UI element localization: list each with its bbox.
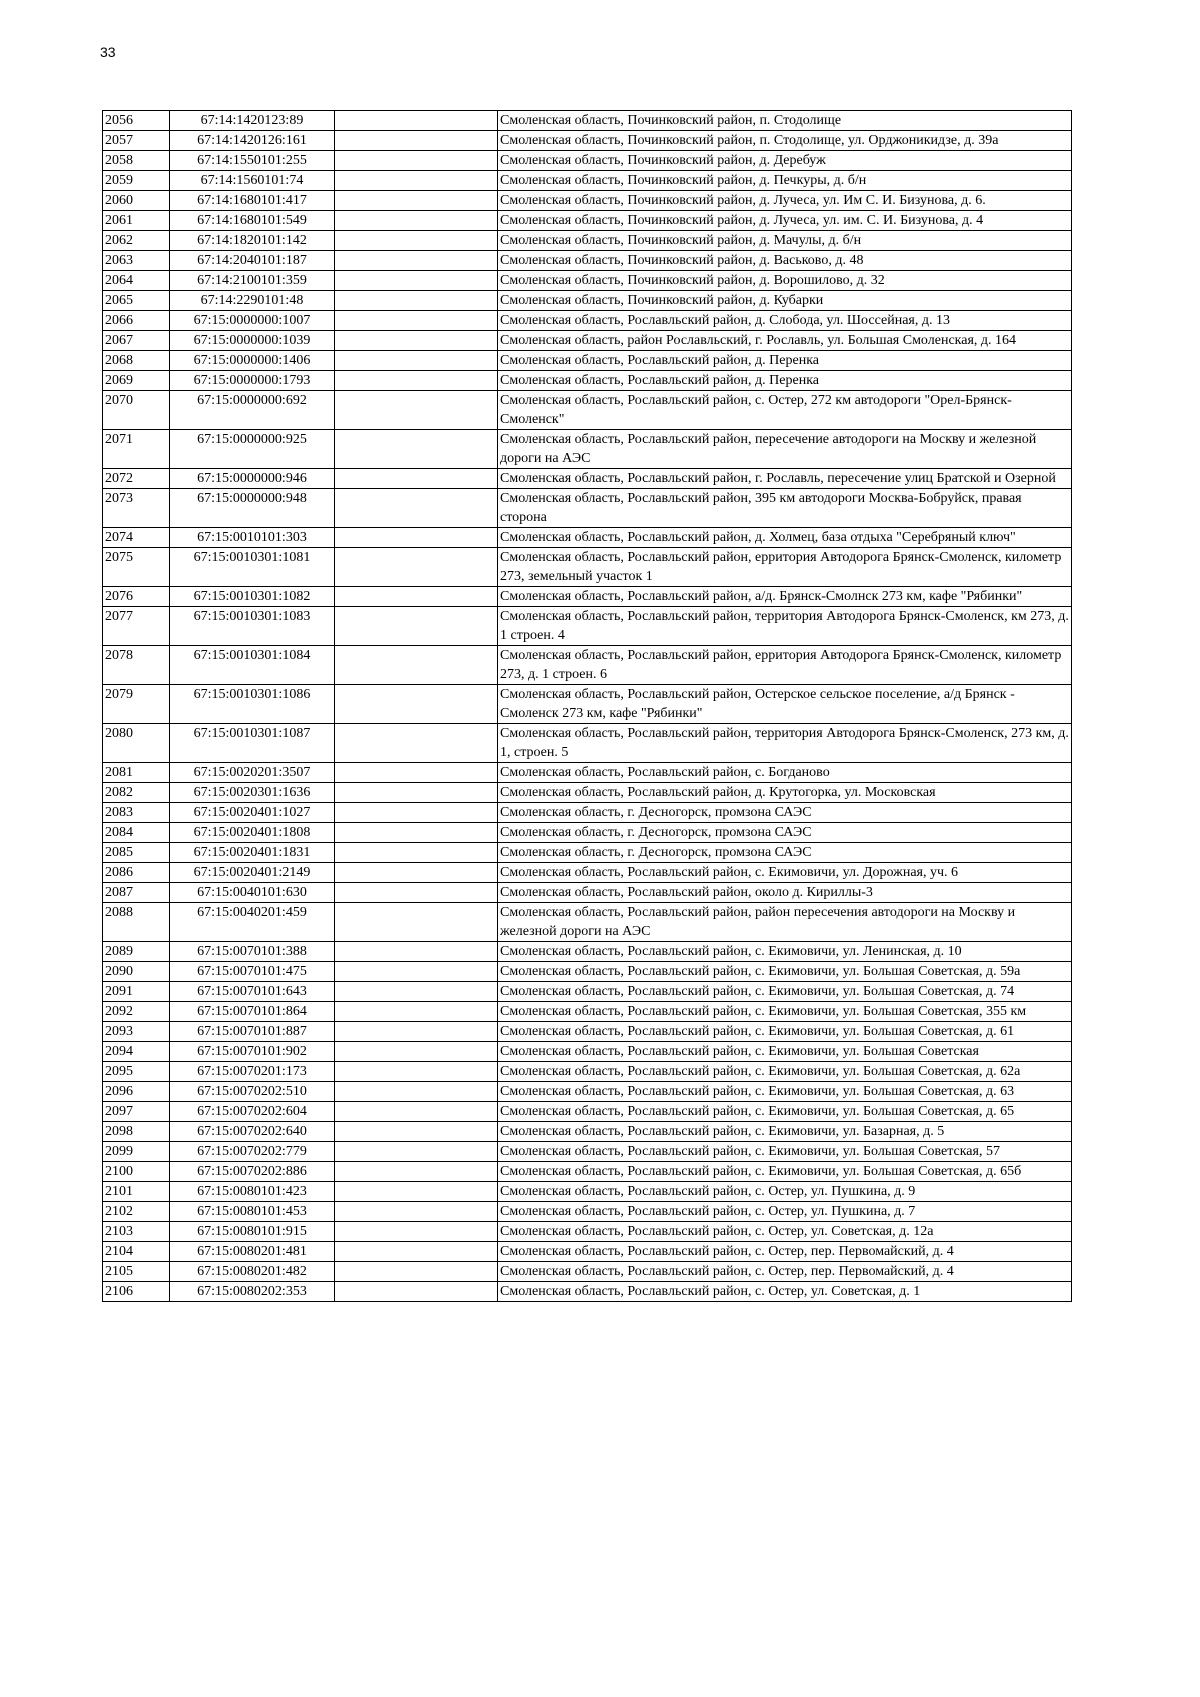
address-cell: Смоленская область, Рославльский район, с. Екимовичи, ул. Большая Советская xyxy=(498,1042,1072,1062)
empty-cell xyxy=(335,1262,498,1282)
row-number-cell: 2088 xyxy=(103,903,170,942)
row-number-cell: 2085 xyxy=(103,843,170,863)
empty-cell xyxy=(335,391,498,430)
table-row xyxy=(103,843,1072,863)
cadastral-number-cell: 67:14:1550101:255 xyxy=(170,151,335,171)
address-cell: Смоленская область, Починковский район, д. Васьково, д. 48 xyxy=(498,251,1072,271)
empty-cell xyxy=(335,271,498,291)
table-row xyxy=(103,1182,1072,1202)
address-cell: Смоленская область, Рославльский район, д. Холмец, база отдыха "Серебряный ключ" xyxy=(498,528,1072,548)
row-number-cell: 2061 xyxy=(103,211,170,231)
row-number-cell: 2100 xyxy=(103,1162,170,1182)
table-row xyxy=(103,763,1072,783)
row-number-cell: 2089 xyxy=(103,942,170,962)
empty-cell xyxy=(335,903,498,942)
cadastral-number-cell: 67:15:0070202:604 xyxy=(170,1102,335,1122)
row-number-cell: 2091 xyxy=(103,982,170,1002)
empty-cell xyxy=(335,962,498,982)
table-row xyxy=(103,131,1072,151)
address-cell: Смоленская область, Рославльский район, д. Слобода, ул. Шоссейная, д. 13 xyxy=(498,311,1072,331)
table-row xyxy=(103,548,1072,587)
row-number-cell: 2082 xyxy=(103,783,170,803)
address-cell: Смоленская область, Рославльский район, д. Перенка xyxy=(498,351,1072,371)
cadastral-number-cell: 67:14:2040101:187 xyxy=(170,251,335,271)
empty-cell xyxy=(335,489,498,528)
empty-cell xyxy=(335,942,498,962)
row-number-cell: 2080 xyxy=(103,724,170,763)
address-cell: Смоленская область, Починковский район, п. Стодолище xyxy=(498,111,1072,131)
address-cell: Смоленская область, Починковский район, д. Кубарки xyxy=(498,291,1072,311)
cadastral-number-cell: 67:15:0010301:1083 xyxy=(170,607,335,646)
cadastral-number-cell: 67:15:0000000:925 xyxy=(170,430,335,469)
table-row xyxy=(103,211,1072,231)
cadastral-number-cell: 67:15:0020301:1636 xyxy=(170,783,335,803)
row-number-cell: 2062 xyxy=(103,231,170,251)
empty-cell xyxy=(335,982,498,1002)
address-cell: Смоленская область, Починковский район, д. Печкуры, д. б/н xyxy=(498,171,1072,191)
address-cell: Смоленская область, г. Десногорск, промзона САЭС xyxy=(498,823,1072,843)
empty-cell xyxy=(335,469,498,489)
table-row xyxy=(103,231,1072,251)
address-cell: Смоленская область, Рославльский район, с. Остер, пер. Первомайский, д. 4 xyxy=(498,1262,1072,1282)
address-cell: Смоленская область, Рославльский район, район пересечения автодороги на Москву и железной дороги на АЭС xyxy=(498,903,1072,942)
address-cell: Смоленская область, Починковский район, д. Деребуж xyxy=(498,151,1072,171)
table-row xyxy=(103,111,1072,131)
cadastral-number-cell: 67:15:0080101:423 xyxy=(170,1182,335,1202)
address-cell: Смоленская область, Рославльский район, с. Екимовичи, ул. Большая Советская, д. 63 xyxy=(498,1082,1072,1102)
empty-cell xyxy=(335,823,498,843)
cadastral-number-cell: 67:15:0080201:482 xyxy=(170,1262,335,1282)
empty-cell xyxy=(335,548,498,587)
address-cell: Смоленская область, Рославльский район, около д. Кириллы-3 xyxy=(498,883,1072,903)
address-cell: Смоленская область, Рославльский район, с. Екимовичи, ул. Большая Советская, д. 65б xyxy=(498,1162,1072,1182)
row-number-cell: 2074 xyxy=(103,528,170,548)
empty-cell xyxy=(335,111,498,131)
table-row xyxy=(103,1142,1072,1162)
row-number-cell: 2090 xyxy=(103,962,170,982)
address-cell: Смоленская область, Рославльский район, с. Остер, пер. Первомайский, д. 4 xyxy=(498,1242,1072,1262)
registry-table-body xyxy=(103,111,1072,1302)
row-number-cell: 2069 xyxy=(103,371,170,391)
cadastral-number-cell: 67:15:0070202:510 xyxy=(170,1082,335,1102)
table-row xyxy=(103,1242,1072,1262)
address-cell: Смоленская область, Починковский район, д. Лучеса, ул. Им С. И. Бизунова, д. 6. xyxy=(498,191,1072,211)
row-number-cell: 2103 xyxy=(103,1222,170,1242)
cadastral-number-cell: 67:15:0020401:1027 xyxy=(170,803,335,823)
address-cell: Смоленская область, Рославльский район, с. Екимовичи, ул. Большая Советская, д. 74 xyxy=(498,982,1072,1002)
empty-cell xyxy=(335,351,498,371)
cadastral-number-cell: 67:15:0080202:353 xyxy=(170,1282,335,1302)
cadastral-number-cell: 67:14:1560101:74 xyxy=(170,171,335,191)
cadastral-number-cell: 67:15:0010301:1087 xyxy=(170,724,335,763)
table-row xyxy=(103,1262,1072,1282)
cadastral-number-cell: 67:15:0070202:640 xyxy=(170,1122,335,1142)
row-number-cell: 2063 xyxy=(103,251,170,271)
address-cell: Смоленская область, Починковский район, п. Стодолище, ул. Орджоникидзе, д. 39а xyxy=(498,131,1072,151)
cadastral-number-cell: 67:14:1820101:142 xyxy=(170,231,335,251)
empty-cell xyxy=(335,1122,498,1142)
empty-cell xyxy=(335,231,498,251)
empty-cell xyxy=(335,1202,498,1222)
address-cell: Смоленская область, г. Десногорск, промзона САЭС xyxy=(498,803,1072,823)
address-cell: Смоленская область, Рославльский район, с. Екимовичи, ул. Большая Советская, д. 62а xyxy=(498,1062,1072,1082)
cadastral-number-cell: 67:15:0070101:864 xyxy=(170,1002,335,1022)
row-number-cell: 2077 xyxy=(103,607,170,646)
empty-cell xyxy=(335,587,498,607)
row-number-cell: 2094 xyxy=(103,1042,170,1062)
address-cell: Смоленская область, Починковский район, д. Ворошилово, д. 32 xyxy=(498,271,1072,291)
empty-cell xyxy=(335,171,498,191)
row-number-cell: 2081 xyxy=(103,763,170,783)
cadastral-number-cell: 67:15:0000000:1793 xyxy=(170,371,335,391)
table-row xyxy=(103,311,1072,331)
address-cell: Смоленская область, Рославльский район, г. Рославль, пересечение улиц Братской и Озерной xyxy=(498,469,1072,489)
empty-cell xyxy=(335,1082,498,1102)
table-row xyxy=(103,430,1072,469)
row-number-cell: 2065 xyxy=(103,291,170,311)
address-cell: Смоленская область, Рославльский район, с. Остер, ул. Советская, д. 12а xyxy=(498,1222,1072,1242)
row-number-cell: 2078 xyxy=(103,646,170,685)
cadastral-number-cell: 67:15:0000000:1007 xyxy=(170,311,335,331)
cadastral-number-cell: 67:14:2100101:359 xyxy=(170,271,335,291)
table-row xyxy=(103,823,1072,843)
empty-cell xyxy=(335,1102,498,1122)
table-row xyxy=(103,1042,1072,1062)
cadastral-number-cell: 67:15:0010301:1082 xyxy=(170,587,335,607)
empty-cell xyxy=(335,1162,498,1182)
cadastral-number-cell: 67:15:0000000:1406 xyxy=(170,351,335,371)
table-row xyxy=(103,982,1072,1002)
address-cell: Смоленская область, Рославльский район, с. Екимовичи, ул. Базарная, д. 5 xyxy=(498,1122,1072,1142)
address-cell: Смоленская область, Рославльский район, ерритория Автодорога Брянск-Смоленск, километр 273, д. 1 строен. 6 xyxy=(498,646,1072,685)
table-row xyxy=(103,1102,1072,1122)
row-number-cell: 2079 xyxy=(103,685,170,724)
address-cell: Смоленская область, Рославльский район, Остерское сельское поселение, а/д Брянск - Смоленск 273 км, кафе "Рябинки" xyxy=(498,685,1072,724)
table-row xyxy=(103,607,1072,646)
row-number-cell: 2060 xyxy=(103,191,170,211)
empty-cell xyxy=(335,251,498,271)
empty-cell xyxy=(335,843,498,863)
cadastral-number-cell: 67:14:1420126:161 xyxy=(170,131,335,151)
row-number-cell: 2101 xyxy=(103,1182,170,1202)
cadastral-number-cell: 67:15:0080101:915 xyxy=(170,1222,335,1242)
table-row xyxy=(103,803,1072,823)
address-cell: Смоленская область, Рославльский район, территория Автодорога Брянск-Смоленск, 273 км, д. 1, строен. 5 xyxy=(498,724,1072,763)
row-number-cell: 2098 xyxy=(103,1122,170,1142)
row-number-cell: 2087 xyxy=(103,883,170,903)
empty-cell xyxy=(335,783,498,803)
row-number-cell: 2075 xyxy=(103,548,170,587)
empty-cell xyxy=(335,685,498,724)
empty-cell xyxy=(335,1222,498,1242)
table-row xyxy=(103,251,1072,271)
table-row xyxy=(103,291,1072,311)
cadastral-number-cell: 67:15:0070101:887 xyxy=(170,1022,335,1042)
table-row xyxy=(103,1202,1072,1222)
row-number-cell: 2095 xyxy=(103,1062,170,1082)
table-row xyxy=(103,151,1072,171)
empty-cell xyxy=(335,211,498,231)
table-row xyxy=(103,371,1072,391)
address-cell: Смоленская область, Рославльский район, с. Екимовичи, ул. Ленинская, д. 10 xyxy=(498,942,1072,962)
table-row xyxy=(103,883,1072,903)
table-row xyxy=(103,391,1072,430)
address-cell: Смоленская область, Рославльский район, с. Остер, ул. Пушкина, д. 9 xyxy=(498,1182,1072,1202)
empty-cell xyxy=(335,430,498,469)
address-cell: Смоленская область, Починковский район, д. Лучеса, ул. им. С. И. Бизунова, д. 4 xyxy=(498,211,1072,231)
row-number-cell: 2104 xyxy=(103,1242,170,1262)
address-cell: Смоленская область, Рославльский район, с. Екимовичи, ул. Дорожная, уч. 6 xyxy=(498,863,1072,883)
empty-cell xyxy=(335,883,498,903)
cadastral-number-cell: 67:15:0020401:1808 xyxy=(170,823,335,843)
address-cell: Смоленская область, Рославльский район, пересечение автодороги на Москву и железной дороги на АЭС xyxy=(498,430,1072,469)
table-row xyxy=(103,469,1072,489)
row-number-cell: 2068 xyxy=(103,351,170,371)
table-row xyxy=(103,351,1072,371)
table-row xyxy=(103,271,1072,291)
table-row xyxy=(103,1282,1072,1302)
empty-cell xyxy=(335,1022,498,1042)
row-number-cell: 2096 xyxy=(103,1082,170,1102)
cadastral-number-cell: 67:14:2290101:48 xyxy=(170,291,335,311)
row-number-cell: 2058 xyxy=(103,151,170,171)
cadastral-number-cell: 67:15:0020201:3507 xyxy=(170,763,335,783)
empty-cell xyxy=(335,724,498,763)
row-number-cell: 2092 xyxy=(103,1002,170,1022)
table-row xyxy=(103,171,1072,191)
cadastral-number-cell: 67:15:0040201:459 xyxy=(170,903,335,942)
table-row xyxy=(103,1062,1072,1082)
table-row xyxy=(103,962,1072,982)
empty-cell xyxy=(335,1182,498,1202)
empty-cell xyxy=(335,1282,498,1302)
row-number-cell: 2066 xyxy=(103,311,170,331)
empty-cell xyxy=(335,151,498,171)
table-row xyxy=(103,863,1072,883)
address-cell: Смоленская область, Рославльский район, с. Остер, ул. Советская, д. 1 xyxy=(498,1282,1072,1302)
table-row xyxy=(103,1082,1072,1102)
cadastral-number-cell: 67:14:1680101:549 xyxy=(170,211,335,231)
address-cell: Смоленская область, Рославльский район, с. Екимовичи, ул. Большая Советская, д. 61 xyxy=(498,1022,1072,1042)
address-cell: Смоленская область, г. Десногорск, промзона САЭС xyxy=(498,843,1072,863)
cadastral-number-cell: 67:15:0000000:1039 xyxy=(170,331,335,351)
empty-cell xyxy=(335,131,498,151)
empty-cell xyxy=(335,1062,498,1082)
table-row xyxy=(103,903,1072,942)
row-number-cell: 2072 xyxy=(103,469,170,489)
table-row xyxy=(103,587,1072,607)
cadastral-number-cell: 67:15:0040101:630 xyxy=(170,883,335,903)
cadastral-number-cell: 67:15:0000000:948 xyxy=(170,489,335,528)
cadastral-number-cell: 67:15:0000000:946 xyxy=(170,469,335,489)
row-number-cell: 2086 xyxy=(103,863,170,883)
cadastral-number-cell: 67:15:0070101:388 xyxy=(170,942,335,962)
row-number-cell: 2105 xyxy=(103,1262,170,1282)
table-row xyxy=(103,528,1072,548)
empty-cell xyxy=(335,1042,498,1062)
row-number-cell: 2071 xyxy=(103,430,170,469)
cadastral-number-cell: 67:14:1680101:417 xyxy=(170,191,335,211)
empty-cell xyxy=(335,371,498,391)
address-cell: Смоленская область, Рославльский район, с. Богданово xyxy=(498,763,1072,783)
row-number-cell: 2097 xyxy=(103,1102,170,1122)
table-row xyxy=(103,489,1072,528)
registry-table xyxy=(102,110,1072,1302)
table-row xyxy=(103,646,1072,685)
empty-cell xyxy=(335,331,498,351)
cadastral-number-cell: 67:15:0070101:475 xyxy=(170,962,335,982)
address-cell: Смоленская область, Рославльский район, с. Остер, ул. Пушкина, д. 7 xyxy=(498,1202,1072,1222)
row-number-cell: 2106 xyxy=(103,1282,170,1302)
row-number-cell: 2064 xyxy=(103,271,170,291)
address-cell: Смоленская область, район Рославльский, г. Рославль, ул. Большая Смоленская, д. 164 xyxy=(498,331,1072,351)
empty-cell xyxy=(335,607,498,646)
row-number-cell: 2084 xyxy=(103,823,170,843)
cadastral-number-cell: 67:15:0080101:453 xyxy=(170,1202,335,1222)
cadastral-number-cell: 67:15:0070202:886 xyxy=(170,1162,335,1182)
address-cell: Смоленская область, Починковский район, д. Мачулы, д. б/н xyxy=(498,231,1072,251)
row-number-cell: 2067 xyxy=(103,331,170,351)
empty-cell xyxy=(335,763,498,783)
table-row xyxy=(103,1222,1072,1242)
table-row xyxy=(103,783,1072,803)
address-cell: Смоленская область, Рославльский район, с. Екимовичи, ул. Большая Советская, д. 59а xyxy=(498,962,1072,982)
address-cell: Смоленская область, Рославльский район, 395 км автодороги Москва-Бобруйск, правая сторона xyxy=(498,489,1072,528)
address-cell: Смоленская область, Рославльский район, с. Екимовичи, ул. Большая Советская, 355 км xyxy=(498,1002,1072,1022)
row-number-cell: 2057 xyxy=(103,131,170,151)
table-row xyxy=(103,1002,1072,1022)
address-cell: Смоленская область, Рославльский район, ерритория Автодорога Брянск-Смоленск, километр 273, земельный участок 1 xyxy=(498,548,1072,587)
cadastral-number-cell: 67:15:0070101:902 xyxy=(170,1042,335,1062)
address-cell: Смоленская область, Рославльский район, а/д. Брянск-Смолнск 273 км, кафе "Рябинки" xyxy=(498,587,1072,607)
table-row xyxy=(103,1022,1072,1042)
empty-cell xyxy=(335,1002,498,1022)
row-number-cell: 2070 xyxy=(103,391,170,430)
row-number-cell: 2093 xyxy=(103,1022,170,1042)
empty-cell xyxy=(335,1142,498,1162)
row-number-cell: 2056 xyxy=(103,111,170,131)
cadastral-number-cell: 67:15:0010101:303 xyxy=(170,528,335,548)
empty-cell xyxy=(335,863,498,883)
row-number-cell: 2076 xyxy=(103,587,170,607)
table-row xyxy=(103,191,1072,211)
page-number: 33 xyxy=(100,44,116,60)
cadastral-number-cell: 67:15:0010301:1086 xyxy=(170,685,335,724)
cadastral-number-cell: 67:15:0010301:1081 xyxy=(170,548,335,587)
table-row xyxy=(103,685,1072,724)
table-row xyxy=(103,1162,1072,1182)
cadastral-number-cell: 67:15:0010301:1084 xyxy=(170,646,335,685)
empty-cell xyxy=(335,191,498,211)
address-cell: Смоленская область, Рославльский район, д. Перенка xyxy=(498,371,1072,391)
address-cell: Смоленская область, Рославльский район, территория Автодорога Брянск-Смоленск, км 273, д. 1 строен. 4 xyxy=(498,607,1072,646)
cadastral-number-cell: 67:15:0000000:692 xyxy=(170,391,335,430)
row-number-cell: 2099 xyxy=(103,1142,170,1162)
cadastral-number-cell: 67:14:1420123:89 xyxy=(170,111,335,131)
address-cell: Смоленская область, Рославльский район, д. Крутогорка, ул. Московская xyxy=(498,783,1072,803)
empty-cell xyxy=(335,1242,498,1262)
table-row xyxy=(103,331,1072,351)
address-cell: Смоленская область, Рославльский район, с. Екимовичи, ул. Большая Советская, д. 65 xyxy=(498,1102,1072,1122)
cadastral-number-cell: 67:15:0070101:643 xyxy=(170,982,335,1002)
empty-cell xyxy=(335,291,498,311)
row-number-cell: 2102 xyxy=(103,1202,170,1222)
empty-cell xyxy=(335,528,498,548)
table-row xyxy=(103,942,1072,962)
empty-cell xyxy=(335,311,498,331)
empty-cell xyxy=(335,803,498,823)
row-number-cell: 2059 xyxy=(103,171,170,191)
row-number-cell: 2083 xyxy=(103,803,170,823)
cadastral-number-cell: 67:15:0070201:173 xyxy=(170,1062,335,1082)
address-cell: Смоленская область, Рославльский район, с. Екимовичи, ул. Большая Советская, 57 xyxy=(498,1142,1072,1162)
row-number-cell: 2073 xyxy=(103,489,170,528)
address-cell: Смоленская область, Рославльский район, с. Остер, 272 км автодороги "Орел-Брянск-Смоленск" xyxy=(498,391,1072,430)
empty-cell xyxy=(335,646,498,685)
cadastral-number-cell: 67:15:0020401:1831 xyxy=(170,843,335,863)
cadastral-number-cell: 67:15:0080201:481 xyxy=(170,1242,335,1262)
cadastral-number-cell: 67:15:0070202:779 xyxy=(170,1142,335,1162)
table-row xyxy=(103,1122,1072,1142)
table-row xyxy=(103,724,1072,763)
cadastral-number-cell: 67:15:0020401:2149 xyxy=(170,863,335,883)
